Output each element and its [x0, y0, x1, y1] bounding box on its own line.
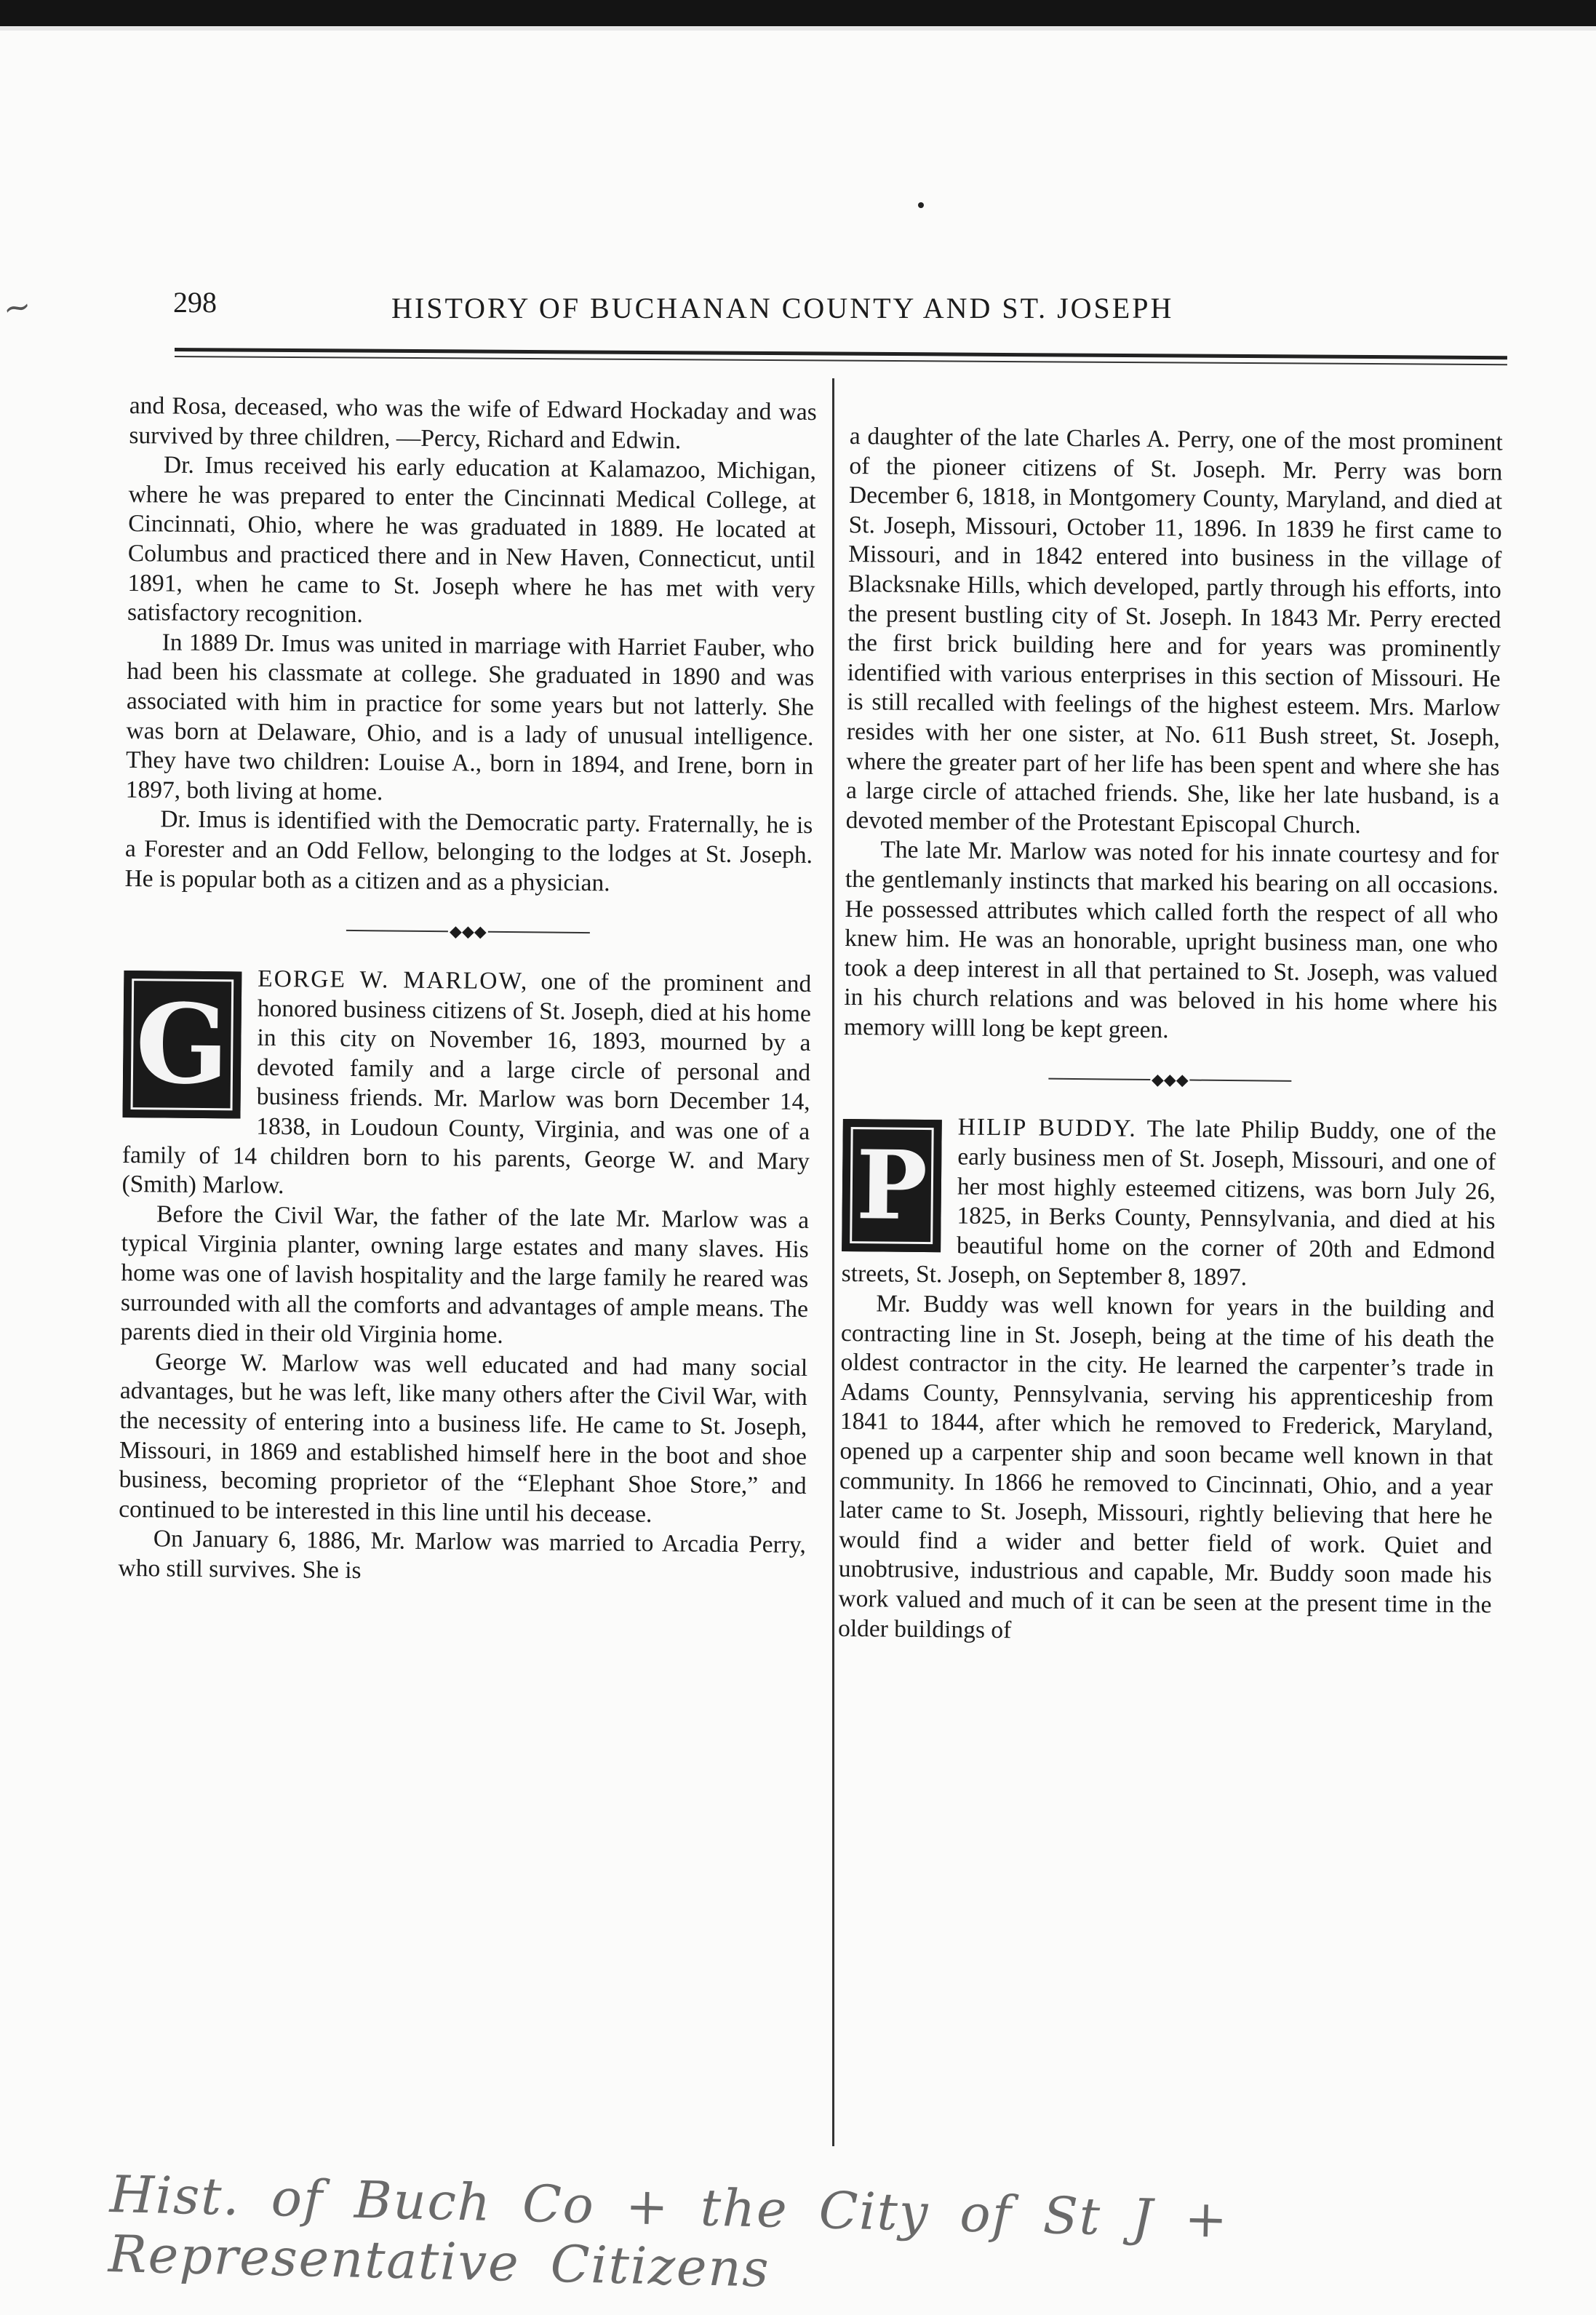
entry-name: HILIP BUDDY. — [957, 1113, 1137, 1143]
drop-cap-initial: P — [842, 1119, 942, 1252]
left-column — [118, 391, 817, 1590]
entry-lead-paragraph — [121, 963, 811, 1206]
entry-text: one of the prominent and honored business citizens of St. Joseph, died at his home in this city on November 16, 1893, mourned by a devoted family and a large circle of personal and business friends. Mr. Marlow was born December 14, 1838, in Loudoun County, Virginia, and was one of a family of 14 children born to his parents, George W. and Mary (Smith) Marlow. — [121, 968, 812, 1200]
entry-george-marlow — [118, 963, 811, 1590]
paragraph: Dr. Imus is identified with the Democratic party. Fraternally, he is a Forester and an Odd Fellow, belonging to the lodges at St. Joseph. He is popular both as a citizen and as a physician. — [124, 805, 813, 896]
margin-scribble: ~ — [0, 285, 34, 329]
paragraph: and Rosa, deceased, who was the wife of Edward Hockaday and was survived by three children, —Percy, Richard and Edwin. — [129, 391, 817, 454]
paragraph: George W. Marlow was well educated and had many social advantages, but he was left, like many others after the Civil War, with the necessity of entering into a business life. He came to St. Joseph, Missouri, in 1869 and established himself here in the boot and shoe business, becoming proprietor of the “Elephant Shoe Store,” and continued to be interested in this line until his decease. — [119, 1348, 808, 1528]
page-header — [173, 285, 1308, 343]
scan-top-edge — [0, 0, 1596, 26]
paragraph: On January 6, 1886, Mr. Marlow was married to Arcadia Perry, who still survives. She is — [118, 1525, 806, 1585]
right-column — [838, 422, 1503, 1650]
column-divider — [832, 378, 834, 2146]
scan-top-edge-line — [0, 26, 1596, 31]
handwritten-note: Hist. of Buch Co + the City of St J + Representative Citizens — [108, 2164, 1230, 2299]
page-number: 298 — [173, 286, 217, 319]
paragraph: Mr. Buddy was well known for years in the building and contracting line in St. Joseph, being at the time of his death the oldest contractor in the city. He learned the carpenter’s trade in Adams County, Pennsylvania, serving his apprenticeship from 1841 to 1844, after which he removed to Frederick, Maryland, opened up a carpenter ship and soon became well known in that community. In 1866 he removed to Cincinnati, Ohio, and a year later came to St. Joseph, Missouri, rightly believing that here he would find a wider and better field of work. Quiet and unobtrusive, industrious and capable, Mr. Buddy soon made his work valued and much of it can be seen at the present time in the older buildings of — [837, 1290, 1495, 1643]
paragraph: In 1889 Dr. Imus was united in marriage with Harriet Fauber, who had been his classmate at college. She graduated in 1890 and was associated with him in practice for some years but not latterly. She was born at Delaware, Ohio, and is a lady of unusual intelligence. They have two children: Louise A., born in 1894, and Irene, born in 1897, both living at home. — [125, 629, 815, 806]
paragraph: Dr. Imus received his early education at Kalamazoo, Michigan, where he was prepared to enter the Cincinnati Medical College, at Cincinnati, Ohio, where he was graduated in 1889. He located at Columbus and practiced there and in New Haven, Connecticut, until 1891, when he came to St. Joseph where he has met with very satisfactory recognition. — [127, 451, 817, 629]
section-ornament: ◆◆◆ — [843, 1061, 1496, 1099]
paragraph: Before the Civil War, the father of the late Mr. Marlow was a typical Virginia planter, owning large estates and many slaves. His home was one of lavish hospitality and the large family he reared was surrounded with all the comforts and advantages of ample means. The parents died in their old Virginia home. — [120, 1200, 810, 1350]
paragraph: a daughter of the late Charles A. Perry, one of the most prominent of the pioneer citizens of St. Joseph. Mr. Perry was born December 6, 1818, in Montgomery County, Maryland, and died at St. Joseph, Missouri, October 11, 1896. In 1839 he first came to Missouri, and in 1842 entered into business in the village of Blacksnake Hills, which developed, partly through his efforts, into the present bustling city of St. Joseph. In 1843 Mr. Perry erected the first brick building here and for years was prominently identified with various enterprises in this section of Missouri. He is still recalled with feelings of the highest esteem. Mrs. Marlow resides with her one sister, at No. 611 Bush street, St. Joseph, where the greater part of her life has been spent and where she has a large circle of attached friends. She, like her late husband, is a devoted member of the Protestant Episcopal Church. — [845, 422, 1503, 839]
entry-name: EORGE W. MARLOW, — [258, 965, 529, 995]
scan-speck — [918, 202, 924, 208]
section-ornament: ◆◆◆ — [124, 912, 812, 951]
entry-lead-paragraph — [842, 1112, 1496, 1295]
paragraph: The late Mr. Marlow was noted for his innate courtesy and for the gentlemanly instincts that marked his bearing on all occasions. He possessed attributes which called forth the respect of all who knew him. He was an honorable, upright business man, one who took a deep interest in all that pertained to St. Joseph, was valued in his church relations and was beloved in his home where his memory willl long be kept green. — [843, 836, 1499, 1044]
running-title: HISTORY OF BUCHANAN COUNTY AND ST. JOSEPH — [391, 292, 1174, 324]
entry-text: The late Philip Buddy, one of the early business men of St. Joseph, Missouri, and one of her most highly esteemed citizens, was born July 26, 1825, in Berks County, Pennsylvania, and died at his beautiful home on the corner of 20th and Edmond streets, St. Joseph, on September 8, 1897. — [841, 1115, 1496, 1291]
entry-philip-buddy — [838, 1112, 1496, 1649]
drop-cap-initial: G — [122, 971, 242, 1119]
